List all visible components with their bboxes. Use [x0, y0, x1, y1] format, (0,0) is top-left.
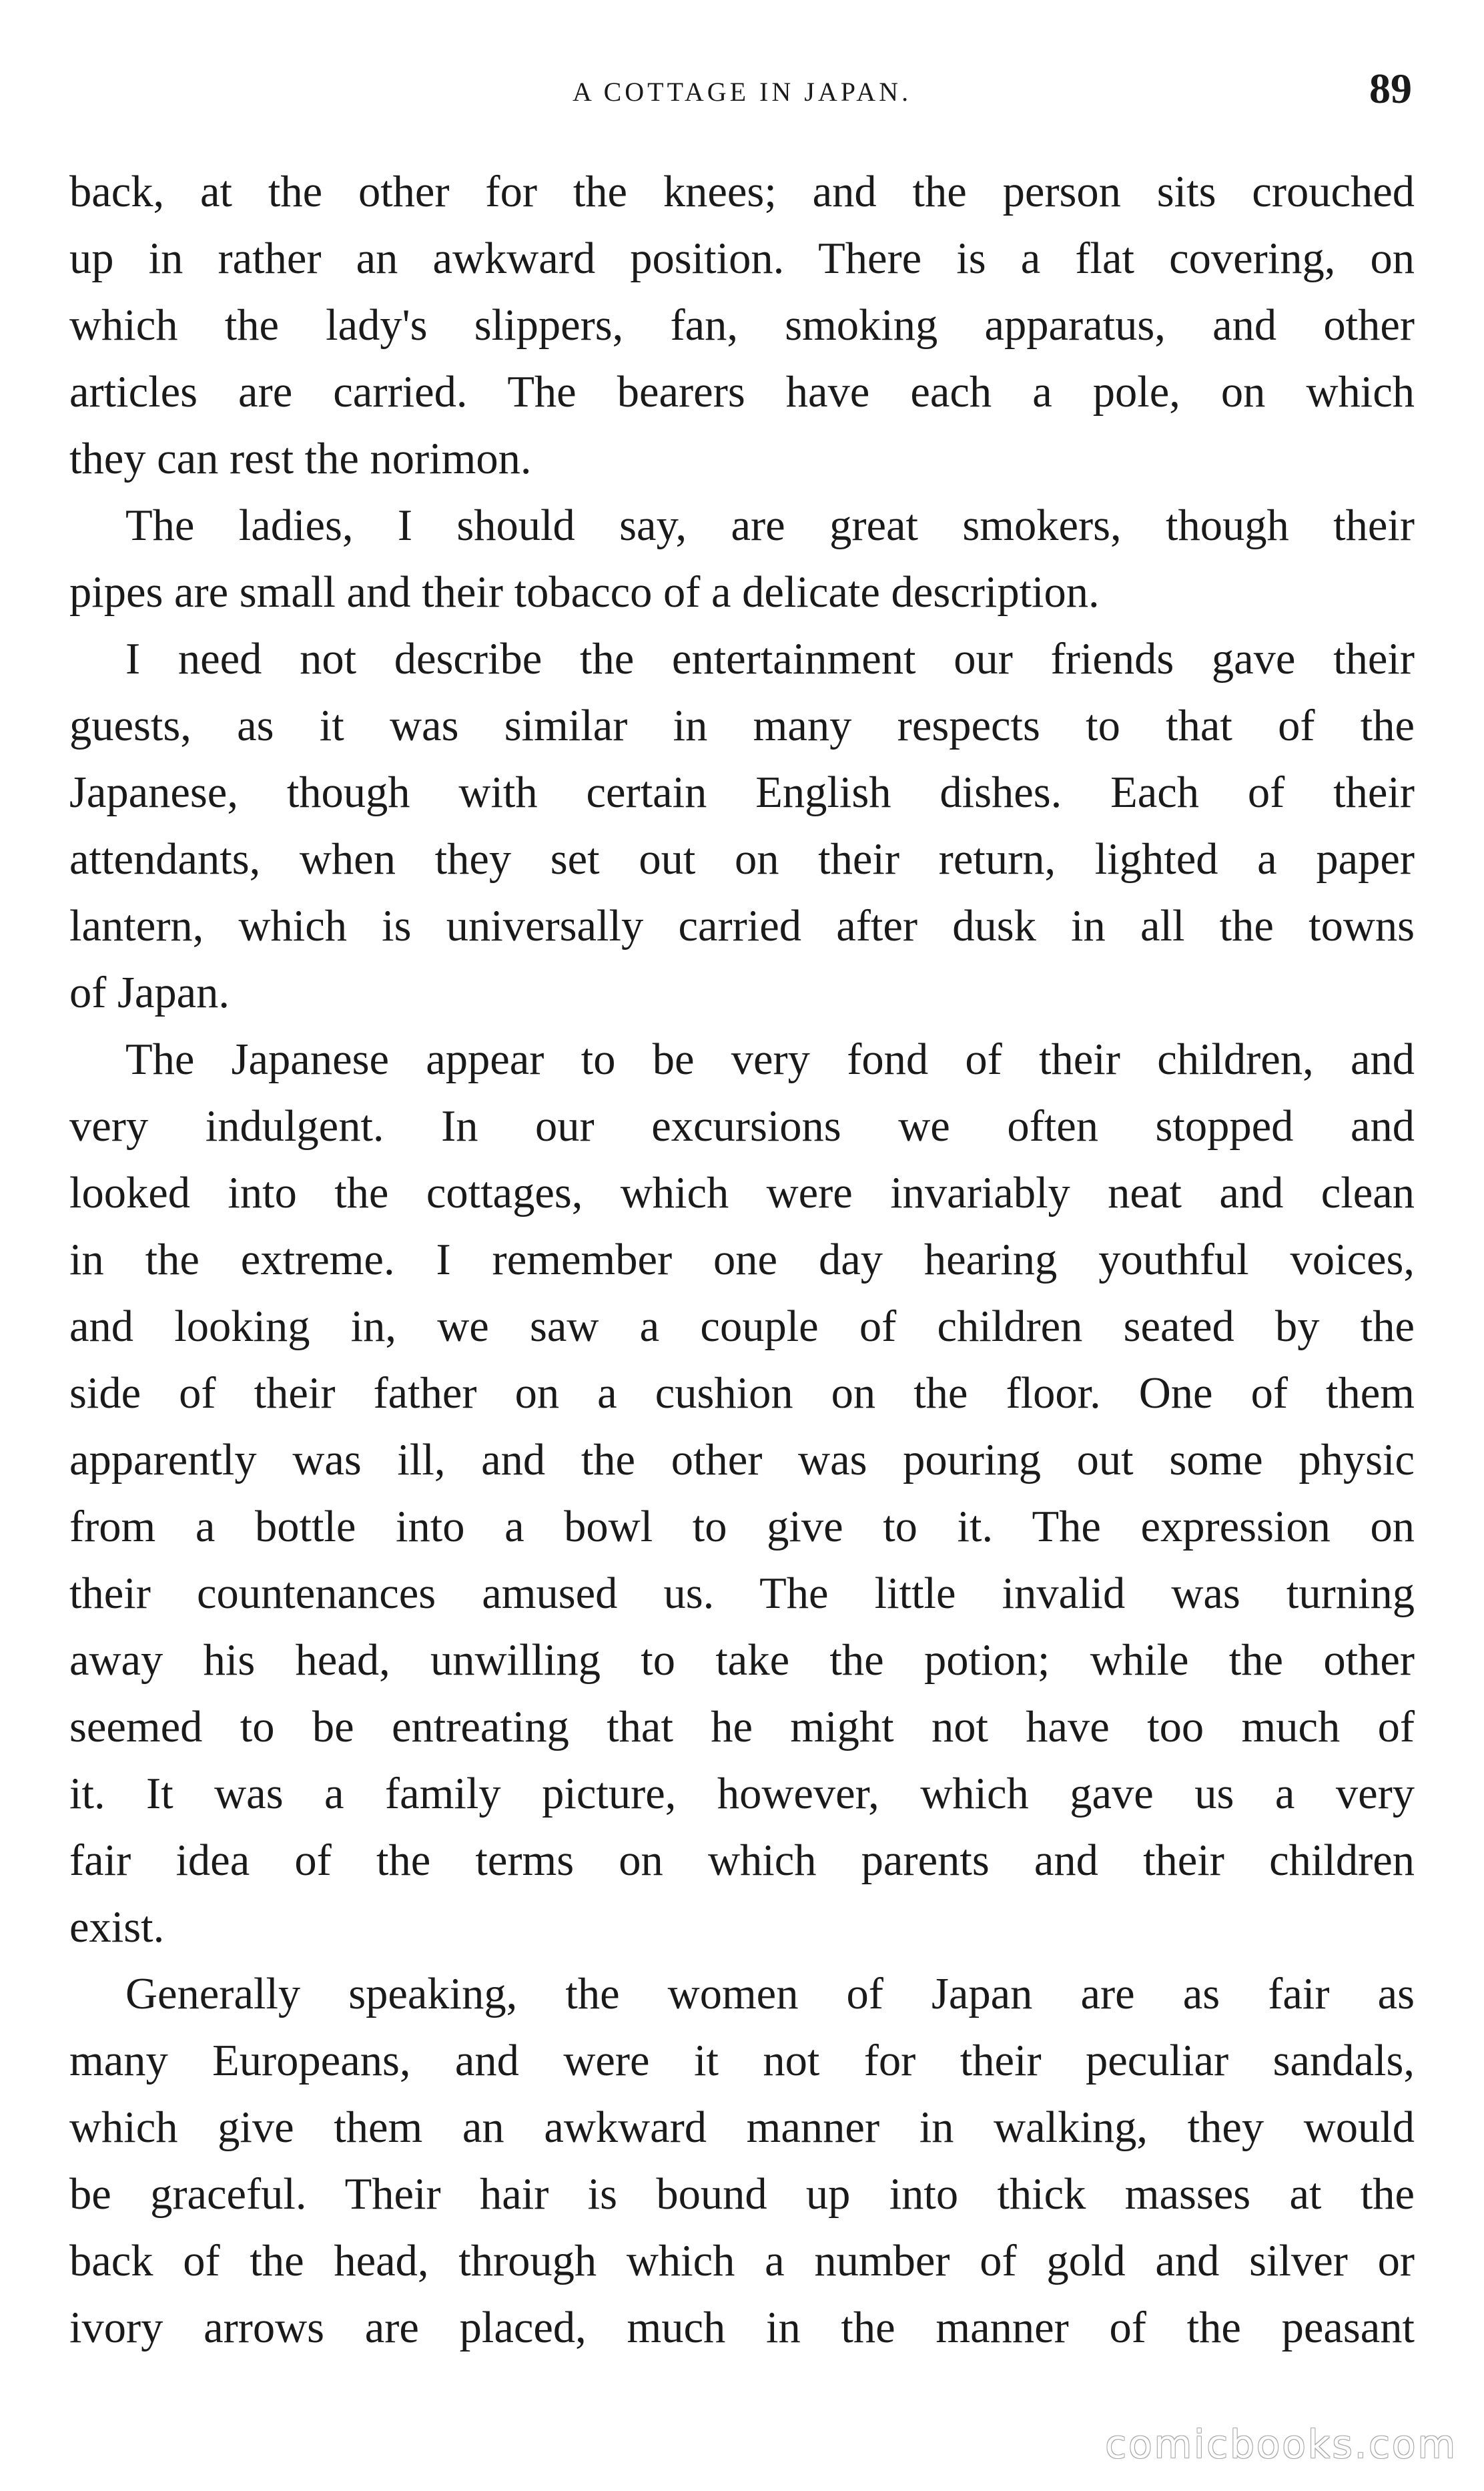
text-line: fair idea of the terms on which parents and their children: [69, 1836, 1415, 1885]
text-line: ivory arrows are placed, much in the manner of the peasant: [69, 2303, 1415, 2352]
text-line: their countenances amused us. The little invalid was turning: [69, 1569, 1415, 1618]
text-line: of Japan.: [69, 968, 230, 1017]
text-line: articles are carried. The bearers have each a pole, on which: [69, 368, 1415, 417]
text-line: they can rest the norimon.: [69, 435, 532, 483]
text-line: attendants, when they set out on their return, lighted a paper: [69, 835, 1415, 884]
text-line: exist.: [69, 1903, 165, 1952]
watermark: comicbooks.com: [1105, 2422, 1457, 2467]
text-line: lantern, which is universally carried after dusk in all the towns: [69, 902, 1415, 950]
text-line: side of their father on a cushion on the floor. One of them: [69, 1369, 1415, 1418]
text-line: up in rather an awkward position. There is a flat covering, on: [69, 234, 1415, 283]
paragraph: [69, 1027, 1415, 1961]
text-line: from a bottle into a bowl to give to it. The expression on: [69, 1502, 1415, 1551]
text-line: it. It was a family picture, however, which gave us a very: [69, 1769, 1415, 1818]
text-line: away his head, unwilling to take the potion; while the other: [69, 1636, 1415, 1685]
text-line: which give them an awkward manner in walking, they would: [69, 2103, 1415, 2152]
paragraph: [69, 1961, 1415, 2362]
running-head: [0, 64, 1484, 117]
text-line: seemed to be entreating that he might not have too much of: [69, 1703, 1415, 1751]
text-line: apparently was ill, and the other was pouring out some physic: [69, 1436, 1415, 1484]
text-line: looked into the cottages, which were invariably neat and clean: [69, 1169, 1415, 1217]
text-line: back, at the other for the knees; and the person sits crouched: [69, 168, 1415, 216]
text-line: be graceful. Their hair is bound up into thick masses at the: [69, 2170, 1415, 2219]
text-line: The ladies, I should say, are great smokers, though their: [125, 501, 1415, 550]
text-line: back of the head, through which a number of gold and silver or: [69, 2237, 1415, 2285]
text-line: The Japanese appear to be very fond of their children, and: [125, 1035, 1415, 1084]
text-line: pipes are small and their tobacco of a delicate description.: [69, 568, 1100, 617]
text-body: [69, 159, 1415, 2362]
paragraph: [69, 493, 1415, 626]
text-line: I need not describe the entertainment our friends gave their: [125, 635, 1415, 683]
text-line: and looking in, we saw a couple of children seated by the: [69, 1302, 1415, 1351]
text-line: very indulgent. In our excursions we often stopped and: [69, 1102, 1415, 1151]
text-line: which the lady's slippers, fan, smoking apparatus, and other: [69, 301, 1415, 350]
paragraph: [69, 159, 1415, 493]
text-line: Japanese, though with certain English dishes. Each of their: [69, 768, 1415, 817]
text-line: Generally speaking, the women of Japan are as fair as: [125, 1970, 1415, 2018]
text-line: many Europeans, and were it not for their peculiar sandals,: [69, 2036, 1415, 2085]
text-line: guests, as it was similar in many respects to that of the: [69, 702, 1415, 750]
paragraph: [69, 626, 1415, 1027]
text-line: in the extreme. I remember one day hearing youthful voices,: [69, 1235, 1415, 1284]
running-title: A COTTAGE IN JAPAN.: [572, 77, 912, 107]
page-number: 89: [1369, 65, 1412, 112]
